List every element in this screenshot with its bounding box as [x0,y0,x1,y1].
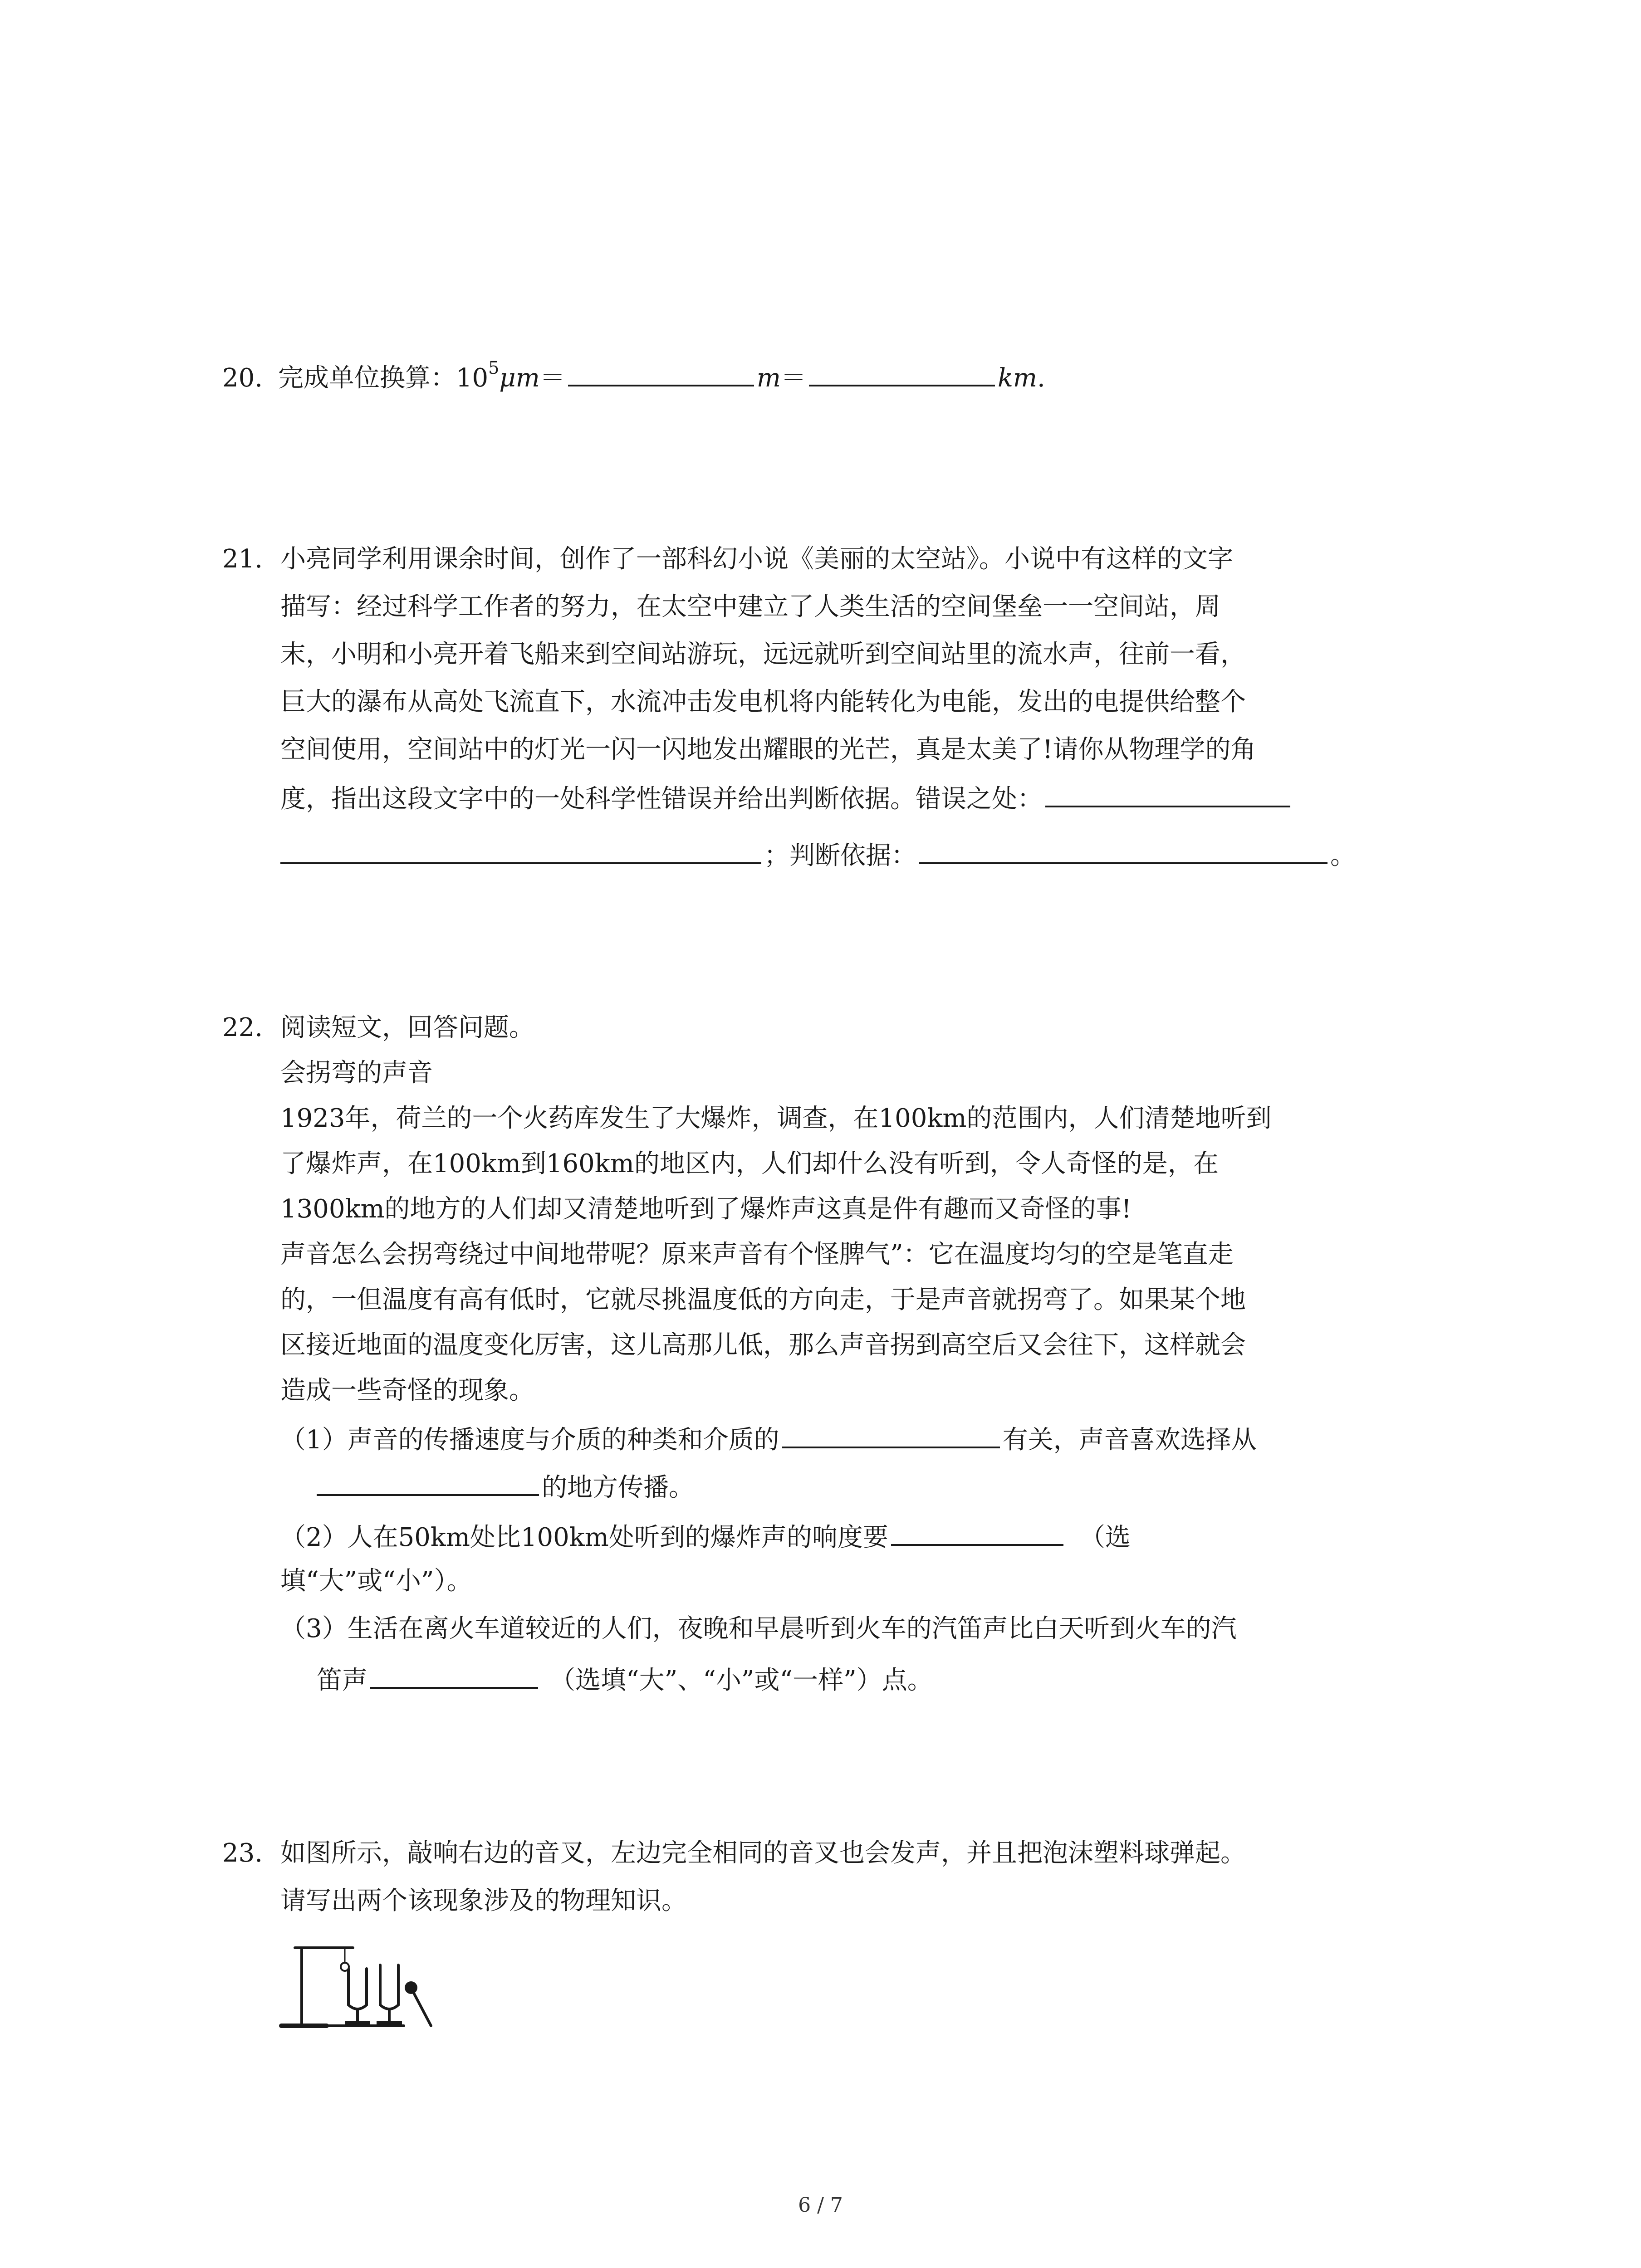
q22-para2-line-2: 的，一但温度有高有低时，它就尽挑温度低的方向走，于是声音就拐弯了。如果某个地 [280,1285,1246,1315]
q21-line-2: 描写：经过科学工作者的努力，在太空中建立了人类生活的空间堡垒一一空间站，周 [280,592,1220,621]
q21-line-5: 空间使用，空间站中的灯光一闪一闪地发出耀眼的光芒，真是太美了!请你从物理学的角 [280,735,1256,764]
q21-error-blank-b[interactable] [280,836,761,864]
q22-intro: 阅读短文，回答问题。 [280,1013,534,1042]
q22-sub1-text-c: 的地方传播。 [542,1473,694,1502]
page-number: 6 / 7 [798,2194,843,2217]
q20-text: 完成单位换算：10 [278,363,489,393]
q22-sub3-blank[interactable] [370,1661,538,1689]
mallet-handle [413,1991,431,2026]
q22-sub1-line-1 [280,1420,1257,1458]
q20-answer-blank-1[interactable] [568,358,754,386]
q20-end: . [1037,363,1045,393]
tuning-fork-figure [277,1937,445,2032]
q22-sub2-blank[interactable] [891,1518,1063,1546]
q22-sub3-text-b: 笛声 [317,1666,367,1695]
q22-sub1-text-b: 有关，声音喜欢选择从 [1002,1425,1257,1455]
q21-basis-blank[interactable] [919,836,1327,864]
q22-article-title: 会拐弯的声音 [280,1058,433,1088]
right-tuning-fork [380,1965,398,2009]
q20-exponent: 5 [488,358,500,378]
q23-number: 23. [222,1838,263,1868]
q21-line-6-text: 度，指出这段文字中的一处科学性错误并给出判断依据。错误之处： [280,784,1043,814]
q22-sub2-text-a: （2）人在50km处比100km处听到的爆炸声的响度要 [280,1523,888,1552]
q22-sub1-line-2 [280,1468,694,1506]
q20-equals-1: ＝ [539,363,565,393]
q20-unit-m: m [756,363,781,393]
q20-answer-blank-2[interactable] [809,358,995,386]
q20-line [222,358,1045,396]
left-tuning-fork [348,1969,367,2009]
q21-line-7 [280,836,1356,874]
mallet-head [405,1981,417,1994]
q21-end: 。 [1330,841,1356,870]
q21-line-1: 小亮同学利用课余时间，创作了一部科幻小说《美丽的太空站》。小说中有这样的文字 [280,544,1233,574]
q22-sub1-blank-1[interactable] [782,1420,1000,1448]
q23-line-1: 如图所示，敲响右边的音叉，左边完全相同的音叉也会发声，并且把泡沫塑料球弹起。 [280,1838,1246,1868]
q21-line-6 [280,779,1293,817]
q22-number: 22. [222,1013,263,1042]
q21-number: 21. [222,544,263,574]
q22-sub3-text-c: （选填“大”、“小”或“一样”）点。 [550,1666,933,1695]
q22-para2-line-4: 造成一些奇怪的现象。 [280,1376,534,1405]
q21-line-3: 末，小明和小亮开着飞船来到空间站游玩，远远就听到空间站里的流水声，往前一看， [280,640,1246,669]
q20-unit-km: km [997,363,1037,393]
q22-para2-line-1: 声音怎么会拐弯绕过中间地带呢？原来声音有个怪脾气”：它在温度均匀的空是笔直走 [280,1240,1234,1269]
foam-ball [341,1963,349,1971]
q22-sub2-text-b: （选 [1079,1523,1131,1552]
q22-para1-line-3: 1300km的地方的人们却又清楚地听到了爆炸声这真是件有趣而又奇怪的事! [280,1194,1132,1224]
q22-sub1-text-a: （1）声音的传播速度与介质的种类和介质的 [280,1425,779,1455]
q22-para2-line-3: 区接近地面的温度变化厉害，这儿高那儿低，那么声音拐到高空后又会往下，这样就会 [280,1330,1246,1360]
q22-sub1-blank-2[interactable] [317,1468,539,1496]
q22-sub3-line-2 [280,1661,933,1699]
q22-sub3-line-1: （3）生活在离火车道较近的人们，夜晚和早晨听到火车的汽笛声比白天听到火车的汽 [280,1614,1237,1643]
q23-line-2: 请写出两个该现象涉及的物理知识。 [280,1886,687,1916]
q22-para1-line-1: 1923年，荷兰的一个火药库发生了大爆炸，调查，在100km的范围内，人们清楚地听到 [280,1104,1272,1133]
q21-line-4: 巨大的瀑布从高处飞流直下，水流冲击发电机将内能转化为电能，发出的电提供给整个 [280,687,1246,717]
q20-number: 20. [222,363,263,393]
q20-unit-um: μm [499,363,540,393]
q20-equals-2: ＝ [780,363,806,393]
q22-sub2-line-2: 填“大”或“小”）。 [280,1566,472,1596]
q21-error-blank-a[interactable] [1045,779,1290,807]
q22-para1-line-2: 了爆炸声，在100km到160km的地区内，人们却什么没有听到，令人奇怪的是，在 [280,1149,1219,1178]
q21-basis-label: ；判断依据： [764,841,916,870]
q22-sub2-line-1 [280,1518,1131,1556]
